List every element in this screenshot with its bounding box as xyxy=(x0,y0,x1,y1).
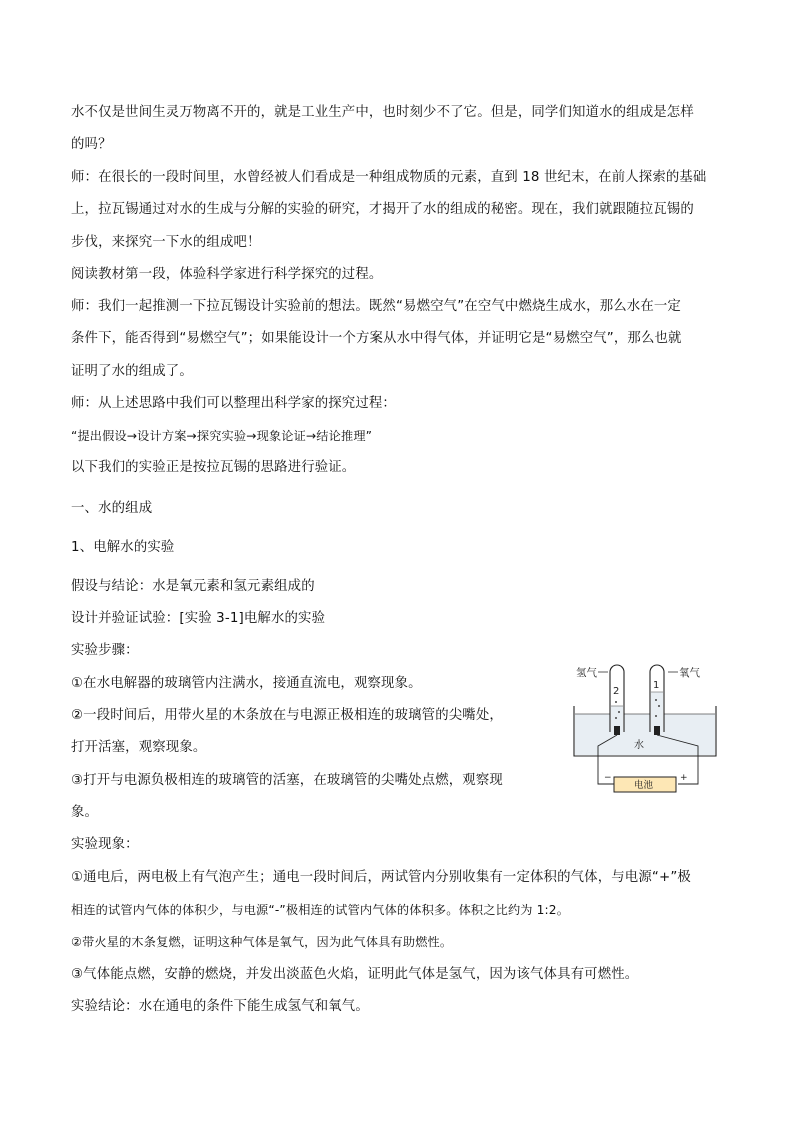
negative-terminal-sign: − xyxy=(604,773,612,783)
phenomena-heading: 实验现象： xyxy=(71,837,139,852)
subsection-heading: 1、电解水的实验 xyxy=(71,540,175,555)
water-body xyxy=(575,714,715,755)
paragraph-intro-line-1: 水不仅是世间生灵万物离不开的，就是工业生产中，也时刻少不了它。但是，同学们知道水的组成是怎样 xyxy=(71,105,694,120)
design-line: 设计并验证试验：[实验 3-1]电解水的实验 xyxy=(71,611,326,626)
bubble xyxy=(615,717,617,719)
cathode-electrode xyxy=(614,726,620,735)
phenomenon-1-line-1: ①通电后，两电极上有气泡产生；通电一段时间后，两试管内分别收集有一定体积的气体，与电源“+”极 xyxy=(71,870,691,885)
paragraph-teacher-2-line-2: 条件下，能否得到“易燃空气”；如果能设计一个方案从水中得气体，并证明它是“易燃空气”，那么也就 xyxy=(71,331,682,346)
step-3-line-2: 象。 xyxy=(71,805,99,820)
bubble xyxy=(615,701,617,703)
phenomenon-2: ②带火星的木条复燃，证明这种气体是氧气，因为此气体具有助燃性。 xyxy=(71,935,453,949)
section-heading: 一、水的组成 xyxy=(71,501,153,516)
bubble xyxy=(655,715,657,717)
bubble xyxy=(658,705,660,707)
phenomenon-1-line-2: 相连的试管内气体的体积少，与电源“-”极相连的试管内气体的体积多。体积之比约为 1:2。 xyxy=(71,903,570,917)
step-2-line-2: 打开活塞，观察现象。 xyxy=(71,740,207,755)
tube-1-label: 1 xyxy=(653,680,660,691)
electrolysis-apparatus-diagram xyxy=(568,656,728,798)
paragraph-teacher-1-line-2: 上，拉瓦锡通过对水的生成与分解的实验的研究，才揭开了水的组成的秘密。现在，我们就跟随拉瓦锡的 xyxy=(71,202,694,217)
battery-label: 电池 xyxy=(634,780,654,791)
tube-2-label: 2 xyxy=(613,686,620,697)
paragraph-teacher-2-line-1: 师：我们一起推测一下拉瓦锡设计实验前的想法。既然“易燃空气”在空气中燃烧生成水，那么水在一定 xyxy=(71,299,681,314)
hydrogen-label: 氢气 xyxy=(576,667,597,679)
paragraph-teacher-1-line-1: 师：在很长的一段时间里，水曾经被人们看成是一种组成物质的元素，直到 18 世纪末，在前人探索的基础 xyxy=(71,170,707,185)
step-2-line-1: ②一段时间后，用带火星的木条放在与电源正极相连的玻璃管的尖嘴处， xyxy=(71,708,503,723)
anode-electrode xyxy=(654,726,660,735)
paragraph-teacher-1-line-3: 步伐，来探究一下水的组成吧！ xyxy=(71,235,261,250)
paragraph-intro-line-2: 的吗？ xyxy=(71,137,112,152)
paragraph-teacher-3: 师：从上述思路中我们可以整理出科学家的探究过程： xyxy=(71,396,396,411)
paragraph-teacher-2-line-3: 证明了水的组成了。 xyxy=(71,364,193,379)
water-label: 水 xyxy=(634,740,644,751)
bubble xyxy=(655,699,657,701)
step-1: ①在水电解器的玻璃管内注满水，接通直流电，观察现象。 xyxy=(71,676,422,691)
paragraph-reading: 阅读教材第一段，体验科学家进行科学探究的过程。 xyxy=(71,267,383,282)
positive-terminal-sign: + xyxy=(680,773,688,783)
steps-heading: 实验步骤： xyxy=(71,643,139,658)
step-3-line-1: ③打开与电源负极相连的玻璃管的活塞，在玻璃管的尖嘴处点燃，观察现 xyxy=(71,773,503,788)
conclusion-line: 实验结论：水在通电的条件下能生成氢气和氧气。 xyxy=(71,999,369,1014)
process-quote: “提出假设→设计方案→探究实验→现象论证→结论推理” xyxy=(71,429,373,443)
bubble xyxy=(618,711,620,713)
phenomenon-3: ③气体能点燃，安静的燃烧，并发出淡蓝色火焰，证明此气体是氢气，因为该气体具有可燃性。 xyxy=(71,967,639,982)
hypothesis-line: 假设与结论：水是氧元素和氢元素组成的 xyxy=(71,579,315,594)
paragraph-verification: 以下我们的实验正是按拉瓦锡的思路进行验证。 xyxy=(71,460,356,475)
oxygen-label: 氧气 xyxy=(679,667,700,679)
